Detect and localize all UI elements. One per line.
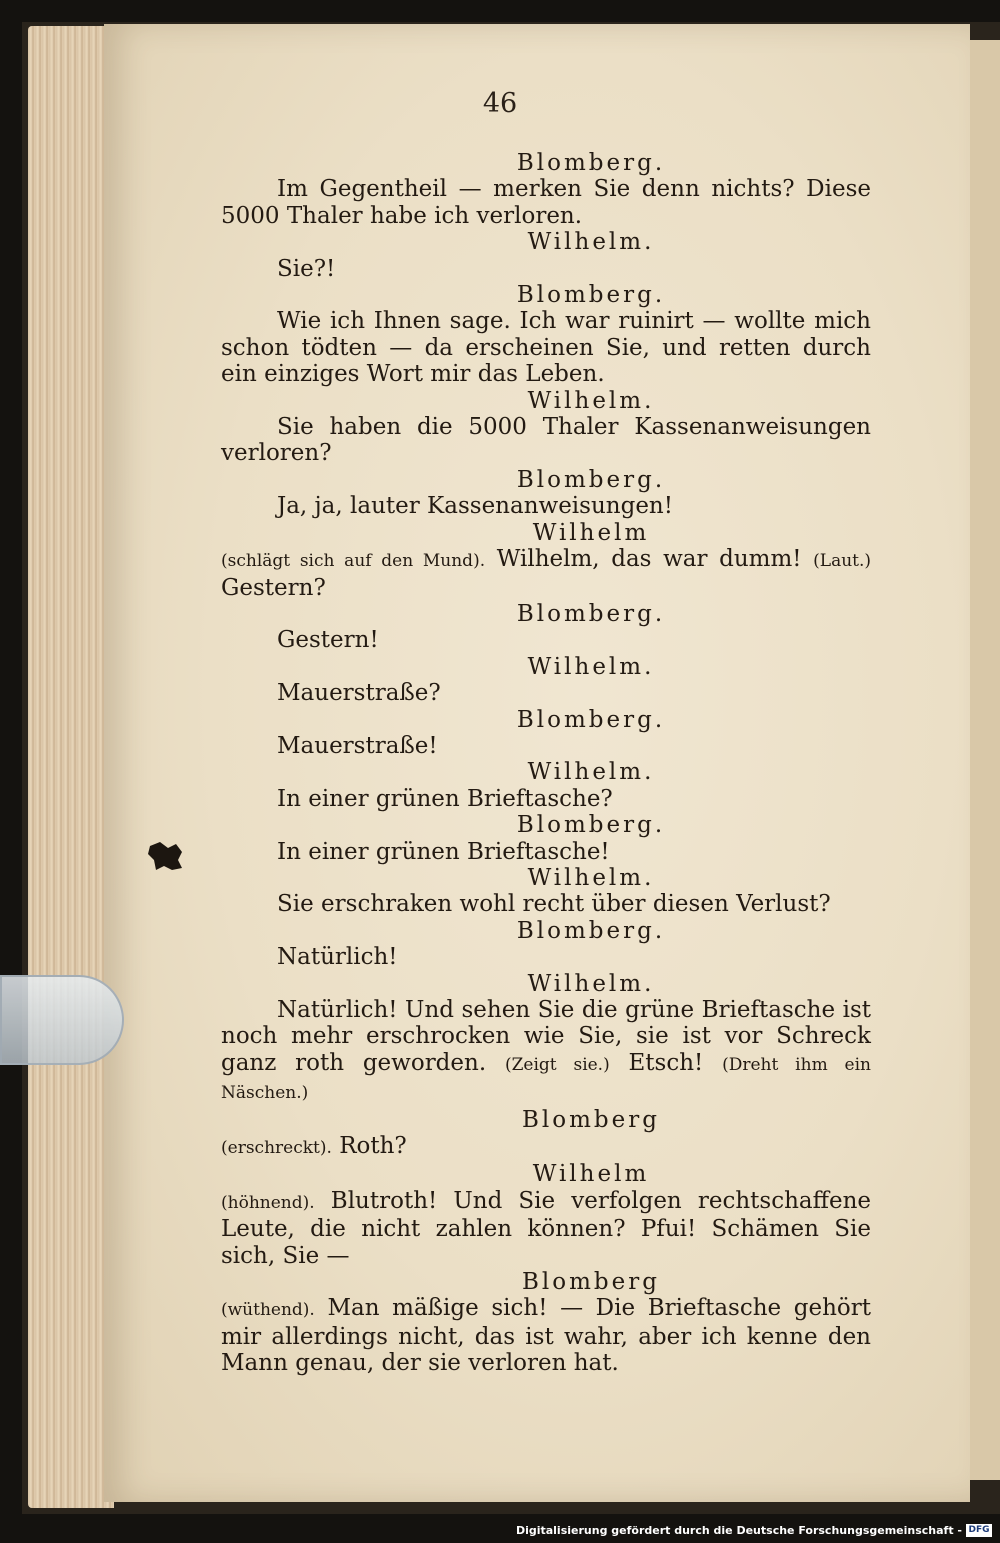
dialogue-line: Sie haben die 5000 Thaler Kassenanweisungen verloren?: [221, 414, 871, 467]
play-text: [221, 150, 871, 1377]
dialogue-line: [221, 546, 871, 601]
dialogue-line: [221, 997, 871, 1107]
footer-credit: Digitalisierung gefördert durch die Deutsche Forschungsgemeinschaft -: [515, 1524, 962, 1537]
dialogue-line: Sie erschraken wohl recht über diesen Verlust?: [277, 891, 831, 918]
stage-direction: (Zeigt sie.): [504, 1054, 610, 1075]
speaker-name: Blomberg: [522, 1269, 660, 1296]
dialogue-line: In einer grünen Brieftasche!: [277, 838, 610, 865]
transparent-clip: [0, 975, 124, 1065]
speaker-name: Blomberg.: [516, 812, 666, 839]
dialogue-line: Sie?!: [277, 255, 336, 282]
dialogue-line: Im Gegentheil — merken Sie denn nichts? Diese 5000 Thaler habe ich verloren.: [221, 176, 871, 229]
speaker-name: Wilhelm.: [527, 864, 655, 891]
speaker-name: Blomberg: [522, 1106, 660, 1133]
dialogue-text: Man mäßige sich! — Die Brieftasche gehört mir allerdings nicht, das ist wahr, aber ich kenne den Mann genau, der sie verloren hat.: [221, 1295, 871, 1377]
dialogue-line: Natürlich!: [277, 944, 398, 971]
dialogue-text: Wilhelm, das war dumm!: [496, 546, 802, 573]
speaker-name: Blomberg.: [516, 917, 666, 944]
speaker-name: Wilhelm.: [527, 970, 655, 997]
speaker-name: Blomberg.: [516, 466, 666, 493]
speaker-name: Wilhelm.: [527, 229, 655, 256]
stage-direction: (wüthend).: [221, 1300, 315, 1321]
page-edges: [28, 26, 114, 1508]
dialogue-line: [221, 1295, 871, 1376]
dialogue-text: Etsch!: [628, 1049, 704, 1076]
speaker-name: Blomberg.: [516, 282, 666, 309]
speaker-name: Blomberg.: [516, 706, 666, 733]
dialogue-line: Ja, ja, lauter Kassenanweisungen!: [277, 493, 673, 520]
stage-direction: (höhnend).: [221, 1192, 315, 1213]
speaker-name: Wilhelm.: [527, 759, 655, 786]
page-number: 46: [482, 88, 518, 119]
dialogue-line: [221, 1188, 871, 1269]
speaker-name: Wilhelm.: [527, 387, 655, 414]
dialogue-line: In einer grünen Brieftasche?: [277, 785, 613, 812]
dialogue-line: Gestern!: [277, 627, 379, 654]
dialogue-line: Wie ich Ihnen sage. Ich war ruinirt — wollte mich schon tödten — da erscheinen Sie, und retten durch ein einziges Wort mir das Leben.: [221, 308, 871, 388]
dfg-logo: DFG: [966, 1524, 992, 1537]
speaker-name: Wilhelm: [532, 1161, 650, 1188]
dialogue-line: [221, 1133, 871, 1161]
dialogue-text: Roth?: [339, 1133, 407, 1160]
speaker-name: Blomberg.: [516, 600, 666, 627]
ink-blot: [146, 838, 186, 874]
stage-direction: (Dreht ihm ein Näschen.): [221, 1054, 872, 1104]
speaker-name: Wilhelm: [532, 519, 650, 546]
adjacent-page-edge: [970, 40, 1000, 1480]
stage-direction: (schlägt sich auf den Mund).: [221, 551, 486, 572]
dialogue-text: Blutroth! Und Sie verfolgen rechtschaffene Leute, die nicht zahlen können? Pfui! Schämen Sie sich, Sie —: [221, 1187, 872, 1269]
stage-direction: (Laut.): [813, 551, 872, 572]
dialogue-line: Mauerstraße!: [277, 732, 438, 759]
dialogue-text: Natürlich! Und sehen Sie die grüne Brieftasche ist noch mehr erschrocken wie Sie, sie ist vor Schreck ganz roth geworden.: [221, 997, 871, 1076]
digitization-footer: [516, 1524, 992, 1537]
stage-direction: (erschreckt).: [221, 1138, 332, 1159]
speaker-name: Wilhelm.: [527, 653, 655, 680]
dialogue-line: Mauerstraße?: [277, 680, 441, 707]
dialogue-text: Gestern?: [221, 574, 326, 601]
speaker-name: Blomberg.: [516, 150, 666, 176]
